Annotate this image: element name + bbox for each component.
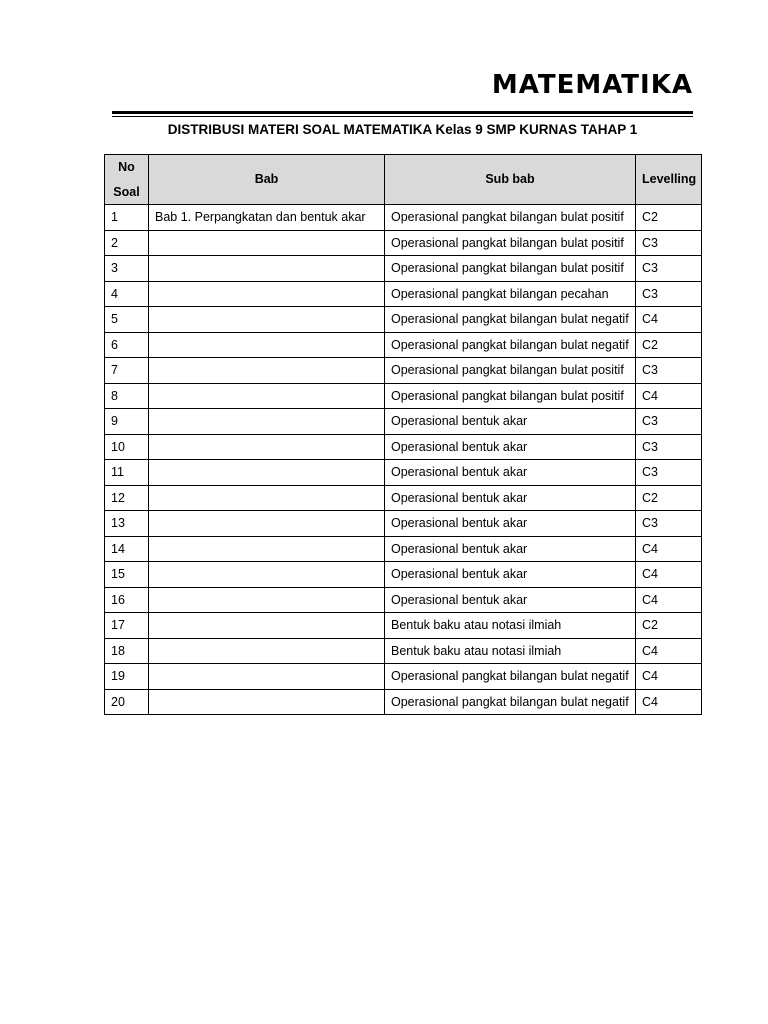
column-header-no-line2: Soal <box>113 184 140 199</box>
cell-bab <box>149 307 385 333</box>
cell-no-soal: 8 <box>105 383 149 409</box>
table-row <box>105 638 702 664</box>
cell-levelling: C3 <box>636 511 702 537</box>
cell-bab <box>149 383 385 409</box>
cell-sub-bab: Operasional pangkat bilangan bulat positif <box>385 205 636 231</box>
table-row <box>105 332 702 358</box>
table-row <box>105 434 702 460</box>
distribution-table <box>104 154 702 715</box>
cell-no-soal: 1 <box>105 205 149 231</box>
cell-sub-bab: Operasional bentuk akar <box>385 460 636 486</box>
cell-bab <box>149 434 385 460</box>
cell-no-soal: 11 <box>105 460 149 486</box>
cell-sub-bab: Operasional pangkat bilangan pecahan <box>385 281 636 307</box>
header-rule-thin <box>112 116 693 117</box>
cell-no-soal: 2 <box>105 230 149 256</box>
cell-sub-bab: Operasional bentuk akar <box>385 409 636 435</box>
cell-sub-bab: Bentuk baku atau notasi ilmiah <box>385 613 636 639</box>
table-row <box>105 230 702 256</box>
cell-sub-bab: Operasional bentuk akar <box>385 485 636 511</box>
table-body <box>105 205 702 715</box>
cell-levelling: C2 <box>636 485 702 511</box>
cell-sub-bab: Operasional bentuk akar <box>385 536 636 562</box>
cell-levelling: C2 <box>636 332 702 358</box>
table-row <box>105 536 702 562</box>
cell-levelling: C4 <box>636 307 702 333</box>
cell-bab <box>149 638 385 664</box>
cell-no-soal: 3 <box>105 256 149 282</box>
cell-sub-bab: Operasional bentuk akar <box>385 511 636 537</box>
cell-levelling: C4 <box>636 562 702 588</box>
cell-levelling: C4 <box>636 587 702 613</box>
cell-levelling: C4 <box>636 689 702 715</box>
cell-bab <box>149 332 385 358</box>
cell-levelling: C3 <box>636 434 702 460</box>
cell-no-soal: 10 <box>105 434 149 460</box>
page-title: MATEMATIKA <box>491 70 693 100</box>
cell-no-soal: 16 <box>105 587 149 613</box>
cell-bab <box>149 409 385 435</box>
cell-bab <box>149 689 385 715</box>
cell-no-soal: 9 <box>105 409 149 435</box>
cell-levelling: C3 <box>636 281 702 307</box>
cell-bab: Bab 1. Perpangkatan dan bentuk akar <box>149 205 385 231</box>
cell-sub-bab: Operasional pangkat bilangan bulat positif <box>385 383 636 409</box>
table-row <box>105 205 702 231</box>
cell-sub-bab: Operasional bentuk akar <box>385 434 636 460</box>
cell-sub-bab: Bentuk baku atau notasi ilmiah <box>385 638 636 664</box>
cell-levelling: C2 <box>636 613 702 639</box>
cell-bab <box>149 562 385 588</box>
cell-levelling: C4 <box>636 664 702 690</box>
cell-bab <box>149 485 385 511</box>
cell-sub-bab: Operasional bentuk akar <box>385 562 636 588</box>
cell-levelling: C3 <box>636 230 702 256</box>
cell-sub-bab: Operasional pangkat bilangan bulat negatif <box>385 307 636 333</box>
table-row <box>105 664 702 690</box>
cell-bab <box>149 256 385 282</box>
table-row <box>105 511 702 537</box>
cell-bab <box>149 230 385 256</box>
cell-bab <box>149 281 385 307</box>
cell-no-soal: 12 <box>105 485 149 511</box>
cell-no-soal: 4 <box>105 281 149 307</box>
cell-bab <box>149 587 385 613</box>
table-row <box>105 358 702 384</box>
cell-levelling: C3 <box>636 358 702 384</box>
table-row <box>105 689 702 715</box>
cell-sub-bab: Operasional pangkat bilangan bulat negatif <box>385 332 636 358</box>
column-header-no-line1: No <box>118 160 135 174</box>
cell-bab <box>149 536 385 562</box>
cell-bab <box>149 358 385 384</box>
cell-levelling: C3 <box>636 256 702 282</box>
table-row <box>105 383 702 409</box>
cell-bab <box>149 460 385 486</box>
table-row <box>105 485 702 511</box>
cell-no-soal: 15 <box>105 562 149 588</box>
cell-levelling: C4 <box>636 638 702 664</box>
cell-sub-bab: Operasional pangkat bilangan bulat positif <box>385 256 636 282</box>
table-row <box>105 256 702 282</box>
table-row <box>105 409 702 435</box>
cell-sub-bab: Operasional pangkat bilangan bulat negatif <box>385 664 636 690</box>
document-subtitle: DISTRIBUSI MATERI SOAL MATEMATIKA Kelas 9 SMP KURNAS TAHAP 1 <box>167 122 638 137</box>
table-row <box>105 307 702 333</box>
cell-no-soal: 18 <box>105 638 149 664</box>
table-row <box>105 460 702 486</box>
cell-levelling: C3 <box>636 409 702 435</box>
cell-no-soal: 13 <box>105 511 149 537</box>
cell-no-soal: 17 <box>105 613 149 639</box>
cell-no-soal: 20 <box>105 689 149 715</box>
cell-levelling: C4 <box>636 536 702 562</box>
column-header-levelling: Levelling <box>636 155 702 205</box>
table-row <box>105 613 702 639</box>
cell-bab <box>149 511 385 537</box>
cell-no-soal: 19 <box>105 664 149 690</box>
table-row <box>105 587 702 613</box>
cell-bab <box>149 664 385 690</box>
cell-no-soal: 14 <box>105 536 149 562</box>
cell-sub-bab: Operasional pangkat bilangan bulat positif <box>385 230 636 256</box>
cell-sub-bab: Operasional bentuk akar <box>385 587 636 613</box>
cell-no-soal: 5 <box>105 307 149 333</box>
column-header-no-soal <box>105 155 149 205</box>
cell-sub-bab: Operasional pangkat bilangan bulat negatif <box>385 689 636 715</box>
cell-no-soal: 7 <box>105 358 149 384</box>
cell-levelling: C4 <box>636 383 702 409</box>
table-header-row <box>105 155 702 205</box>
header-rule-thick <box>112 111 693 114</box>
cell-no-soal: 6 <box>105 332 149 358</box>
cell-levelling: C3 <box>636 460 702 486</box>
cell-sub-bab: Operasional pangkat bilangan bulat positif <box>385 358 636 384</box>
column-header-bab: Bab <box>149 155 385 205</box>
cell-bab <box>149 613 385 639</box>
table-row <box>105 562 702 588</box>
cell-levelling: C2 <box>636 205 702 231</box>
column-header-sub-bab: Sub bab <box>385 155 636 205</box>
table-row <box>105 281 702 307</box>
